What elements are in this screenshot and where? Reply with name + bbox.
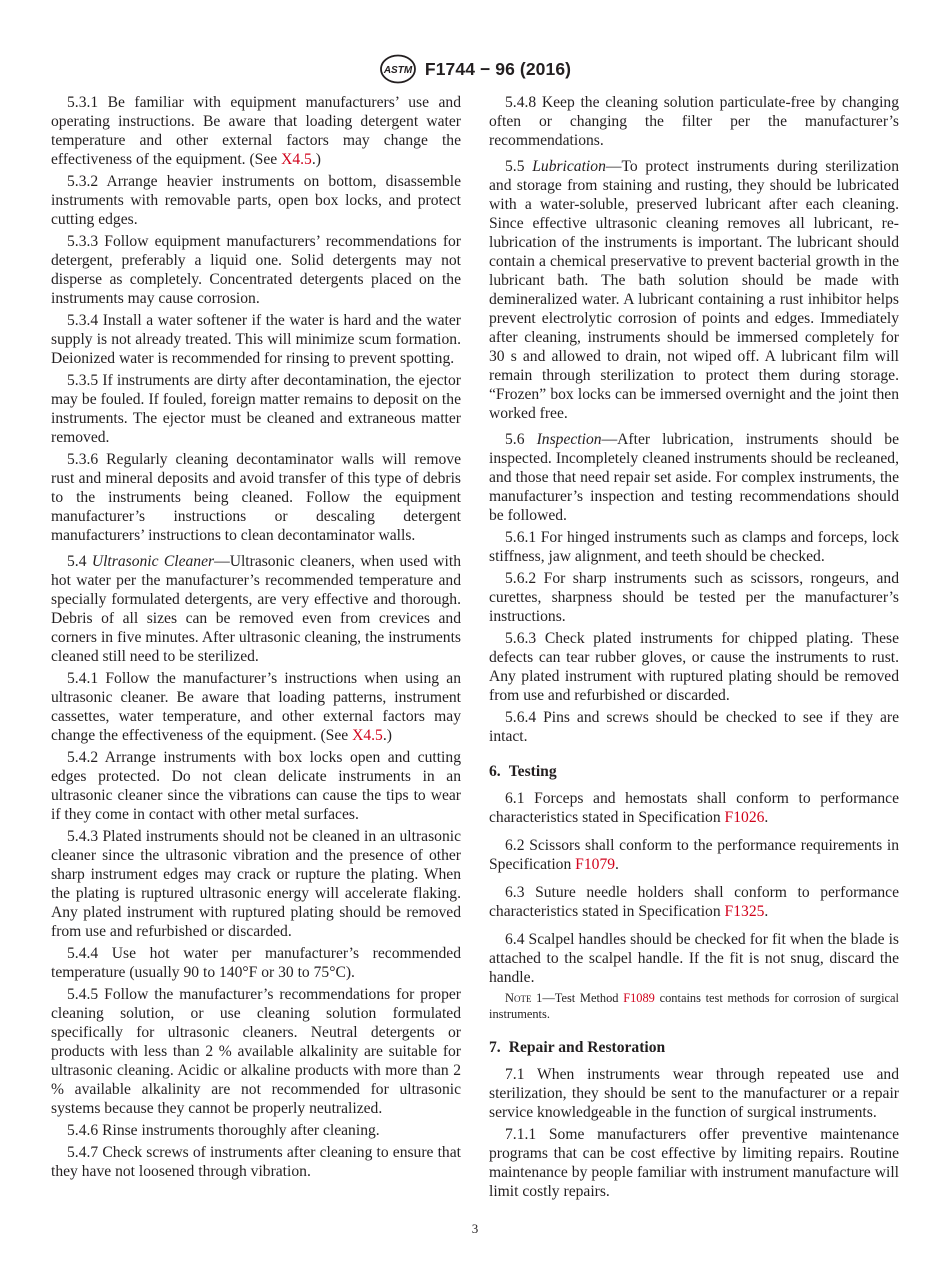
- para-5-4-4: 5.4.4 Use hot water per manufacturer’s recommended temperature (usually 90 to 140°F or 30 to 75°C).: [51, 945, 461, 981]
- para-6-4: 6.4 Scalpel handles should be checked for fit when the blade is attached to the scalpel handle. If the fit is not snug, discard the handle.: [489, 931, 899, 986]
- para-7-1-1: 7.1.1 Some manufacturers offer preventive maintenance programs that can be cost effective by limiting repairs. Routine maintenance by people familiar with instrument manufacture will limit costly repairs.: [489, 1126, 899, 1200]
- para-5-3-1: 5.3.1 Be familiar with equipment manufacturers’ use and operating instructions. Be aware that loading detergent water temperature and other external factors may change the effectiveness of the equipment. (See X4.5.): [51, 94, 461, 168]
- heading-lubrication: Lubrication: [532, 158, 606, 175]
- para-5-3-6: 5.3.6 Regularly cleaning decontaminator walls will remove rust and mineral deposits and avoid transfer of this type of debris to the instruments being cleaned. Follow the equipment manufacturer’s instructions or descaling detergent manufacturers’ instructions to clean decontaminator walls.: [51, 451, 461, 544]
- note-1: Note 1—Test Method F1089 contains test methods for corrosion of surgical instruments.: [489, 991, 899, 1021]
- ref-link-f1079[interactable]: F1079: [575, 856, 616, 873]
- para-5-4: 5.4 Ultrasonic Cleaner—Ultrasonic cleaners, when used with hot water per the manufacturer’s recommended temperature and specially formulated detergents, are very effective and thorough. Debris of all sizes can be removed even from crevices and corners in five minutes. After ultrasonic cleaning, the instruments cleaned still need to be sterilized.: [51, 553, 462, 665]
- para-5-5: 5.5 Lubrication—To protect instruments during sterilization and storage from staining and rusting, they should be lubricated with a water-soluble, preserved lubricant after each cleaning. Since effective ultrasonic cleaning removes all lubricant, re-lubrication of the instruments is important. The lubricant should contain a chemical preservative to prevent bacterial growth in the lubricant bath. The bath solution should be made with demineralized water. A lubricant containing a rust inhibitor helps prevent electrolytic corrosion of points and edges. Immediately after cleaning, instruments should be immersed completely for 30 s and allowed to drain, not wiped off. A lubricant film will remain through sterilization to protect them during storage. “Frozen” box locks can be immersed overnight and the joint then worked free.: [489, 158, 899, 422]
- para-5-3-4: 5.3.4 Install a water softener if the water is hard and the water supply is not already treated. This will minimize scum formation. Deionized water is recommended for rinsing to prevent spotting.: [51, 312, 461, 367]
- section-heading-repair: 7. Repair and Restoration: [489, 1039, 666, 1056]
- para-5-4-5: 5.4.5 Follow the manufacturer’s recommendations for proper cleaning solution, or use cleaning solution formulated specifically for ultrasonic cleaners. Neutral detergents or products with less than 2 % available alkalinity are suitable for ultrasonic cleaning. Acidic or alkaline products with more than 2 % available alkalinity are not recommended for ultrasonic systems because they cannot be properly neutralized.: [51, 986, 461, 1117]
- para-5-6-3: 5.6.3 Check plated instruments for chipped plating. These defects can tear rubber gloves, or cause the instruments to rust. Any plated instrument with ruptured plating should be removed from use and refurbished or discarded.: [489, 630, 899, 704]
- page-number: 3: [471, 1221, 479, 1236]
- para-5-4-1: 5.4.1 Follow the manufacturer’s instructions when using an ultrasonic cleaner. Be aware that loading patterns, instrument cassettes, water temperature, and other external factors may change the effectiveness of the equipment. (See X4.5.): [51, 670, 461, 744]
- para-5-4-6: 5.4.6 Rinse instruments thoroughly after cleaning.: [67, 1122, 380, 1139]
- standard-designation: F1744 − 96 (2016): [424, 58, 572, 79]
- astm-logo-icon: [379, 54, 417, 84]
- para-5-4-7: 5.4.7 Check screws of instruments after cleaning to ensure that they have not loosened through vibration.: [51, 1144, 461, 1180]
- ref-link-x4-5[interactable]: X4.5: [352, 727, 383, 744]
- para-5-6-4: 5.6.4 Pins and screws should be checked to see if they are intact.: [489, 709, 899, 745]
- para-5-3-2: 5.3.2 Arrange heavier instruments on bottom, disassemble instruments with removable parts, open box locks, and protect cutting edges.: [51, 173, 461, 228]
- section-heading-testing: 6. Testing: [489, 763, 557, 780]
- left-column: [51, 93, 461, 1184]
- para-7-1: 7.1 When instruments wear through repeated use and sterilization, they should be sent to the manufacturer or a repair service knowledgeable in the function of surgical instruments.: [489, 1066, 899, 1121]
- para-5-4-8: 5.4.8 Keep the cleaning solution particulate-free by changing often or changing the filter per the manufacturer’s recommendations.: [489, 94, 899, 149]
- para-5-4-3: 5.4.3 Plated instruments should not be cleaned in an ultrasonic cleaner since the ultrasonic vibration and the presence of other sharp instrument edges may crack or rupture the plating. When the plating is ruptured ultrasonic energy will accelerate flaking. Any plated instrument with ruptured plating should be removed from use and refurbished or discarded.: [51, 828, 461, 940]
- para-5-3-5: 5.3.5 If instruments are dirty after decontamination, the ejector may be fouled. If fouled, foreign matter remains to deposit on the instruments. The ejector must be cleaned and extraneous matter removed.: [51, 372, 461, 446]
- svg-text:ASTM: ASTM: [383, 65, 413, 76]
- ref-link-f1026[interactable]: F1026: [724, 809, 765, 826]
- para-5-3-3: 5.3.3 Follow equipment manufacturers’ recommendations for detergent, preferably a liquid one. Solid detergents may not disperse as completely. Concentrated detergents placed on the instruments may cause corrosion.: [51, 233, 461, 307]
- para-6-3: 6.3 Suture needle holders shall conform to performance characteristics stated in Specification F1325.: [489, 884, 899, 920]
- para-5-6: 5.6 Inspection—After lubrication, instruments should be inspected. Incompletely cleaned instruments should be recleaned, and those that need repair set aside. For complex instruments, the manufacturer’s inspection and testing recommendations should be followed.: [489, 431, 899, 524]
- ref-link-x4-5[interactable]: X4.5: [281, 151, 312, 168]
- page-header: [0, 52, 950, 86]
- ref-link-f1325[interactable]: F1325: [724, 903, 765, 920]
- para-5-6-1: 5.6.1 For hinged instruments such as clamps and forceps, lock stiffness, jaw alignment, and teeth should be checked.: [489, 529, 899, 565]
- heading-inspection: Inspection: [536, 431, 602, 448]
- para-5-4-2: 5.4.2 Arrange instruments with box locks open and cutting edges protected. Do not clean delicate instruments in an ultrasonic cleaner since the vibrations can cause the tips to wear if they come in contact with other metal surfaces.: [51, 749, 461, 823]
- heading-ultrasonic-cleaner: Ultrasonic Cleaner: [91, 553, 215, 570]
- right-column: [489, 93, 899, 1204]
- para-5-6-2: 5.6.2 For sharp instruments such as scissors, rongeurs, and curettes, sharpness should be tested per the manufacturer’s instructions.: [489, 570, 899, 625]
- para-6-1: 6.1 Forceps and hemostats shall conform to performance characteristics stated in Specification F1026.: [489, 790, 899, 826]
- para-6-2: 6.2 Scissors shall conform to the performance requirements in Specification F1079.: [489, 837, 899, 873]
- ref-link-f1089[interactable]: F1089: [623, 991, 655, 1005]
